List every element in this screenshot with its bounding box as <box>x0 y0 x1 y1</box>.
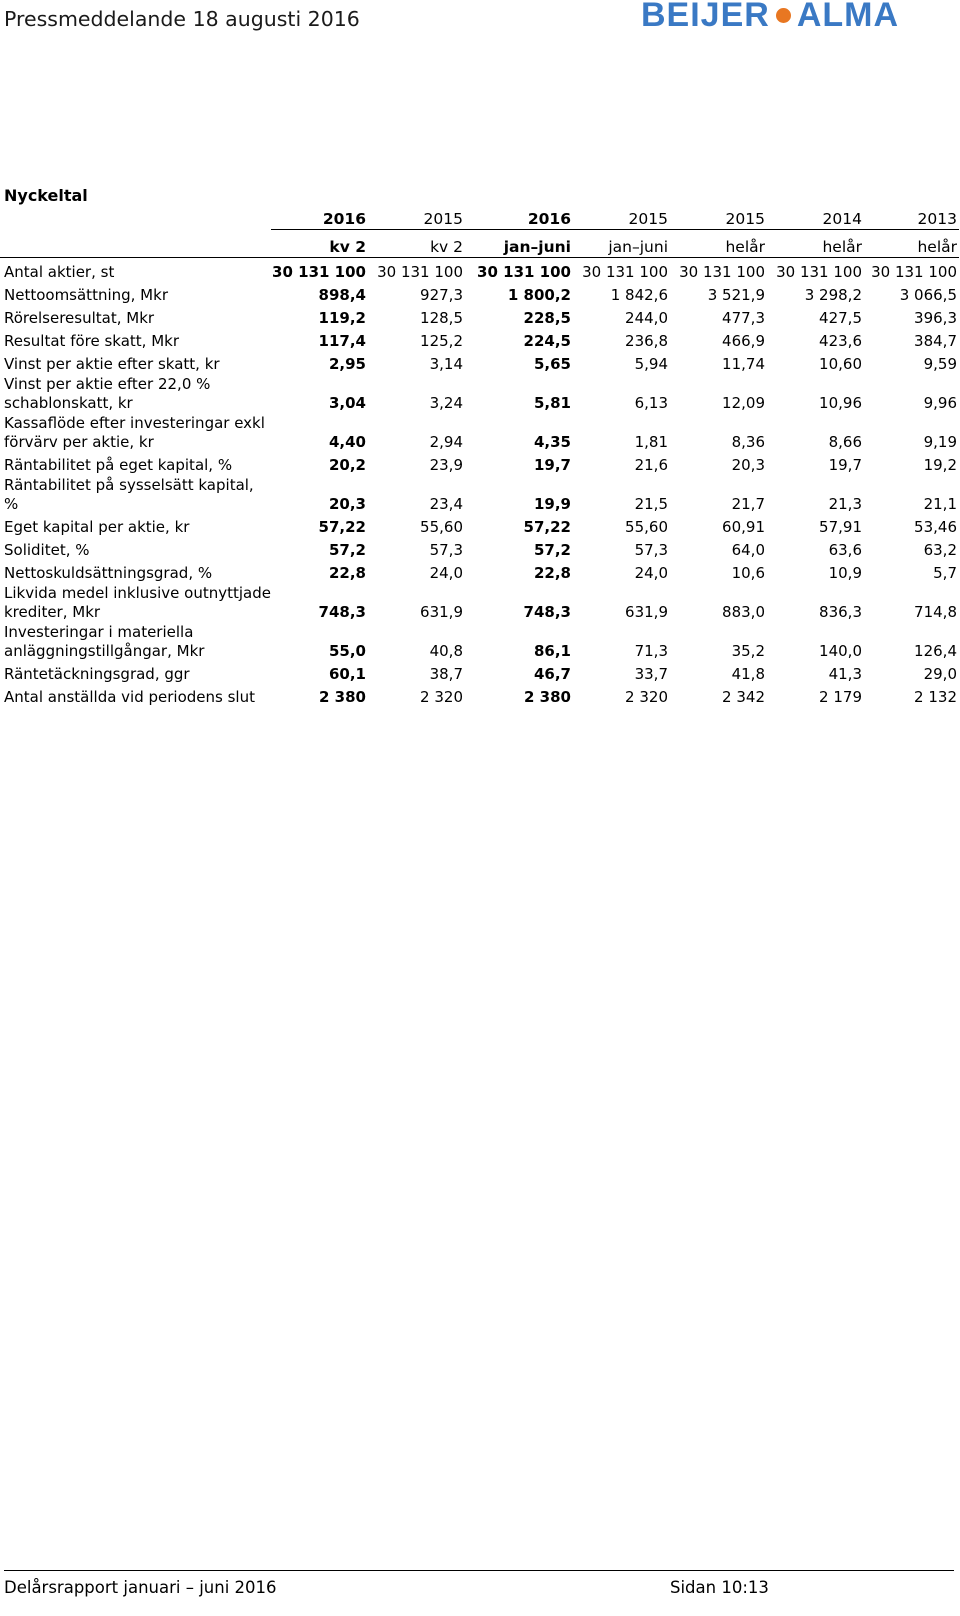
table-cell: 63,2 <box>923 541 957 559</box>
table-cell: 41,3 <box>828 665 862 683</box>
table-cell: 5,7 <box>933 564 957 582</box>
row-label: Nettoskuldsättningsgrad, % <box>4 564 213 582</box>
row-label: Vinst per aktie efter skatt, kr <box>4 355 220 373</box>
table-cell: 3,14 <box>429 355 463 373</box>
row-label: Soliditet, % <box>4 541 90 559</box>
table-row <box>0 475 959 514</box>
page-header-title: Pressmeddelande 18 augusti 2016 <box>4 7 360 31</box>
table-cell: 125,2 <box>420 332 463 350</box>
table-cell: 927,3 <box>420 286 463 304</box>
row-label: Likvida medel inklusive outnyttjade krediter, Mkr <box>4 584 271 621</box>
table-cell: 2 132 <box>914 688 957 706</box>
table-cell: 19,9 <box>533 495 571 513</box>
row-label: Investeringar i materiella anläggningstillgångar, Mkr <box>4 623 205 660</box>
row-label: Eget kapital per aktie, kr <box>4 518 190 536</box>
table-cell: 64,0 <box>731 541 765 559</box>
table-cell: 5,94 <box>634 355 668 373</box>
table-cell: 8,36 <box>731 433 765 451</box>
logo-word-left: BEIJER <box>641 0 770 34</box>
table-cell: 396,3 <box>914 309 957 327</box>
column-period-header: jan–juni <box>465 230 573 258</box>
table-cell: 3,04 <box>328 394 366 412</box>
table-cell: 30 131 100 <box>377 263 463 281</box>
table-cell: 2 380 <box>524 688 571 706</box>
column-period-header: helår <box>864 230 959 258</box>
table-cell: 57,2 <box>533 541 571 559</box>
table-cell: 117,4 <box>318 332 366 350</box>
column-year-header: 2015 <box>368 207 465 230</box>
column-period-header: jan–juni <box>573 230 670 258</box>
table-cell: 2 179 <box>819 688 862 706</box>
row-label: Räntetäckningsgrad, ggr <box>4 665 190 683</box>
table-cell: 228,5 <box>523 309 571 327</box>
table-cell: 46,7 <box>533 665 571 683</box>
column-period-header: helår <box>670 230 767 258</box>
table-cell: 2,94 <box>429 433 463 451</box>
table-body <box>0 258 959 708</box>
table-cell: 748,3 <box>523 603 571 621</box>
table-cell: 30 131 100 <box>679 263 765 281</box>
table-cell: 60,1 <box>328 665 366 683</box>
table-row <box>0 622 959 661</box>
table-cell: 57,2 <box>328 541 366 559</box>
table-cell: 22,8 <box>533 564 571 582</box>
table-cell: 40,8 <box>429 642 463 660</box>
row-label: Räntabilitet på sysselsätt kapital, % <box>4 476 254 513</box>
table-cell: 126,4 <box>914 642 957 660</box>
row-label: Nettoomsättning, Mkr <box>4 286 168 304</box>
table-header-years <box>0 207 959 230</box>
table-row <box>0 560 959 583</box>
table-cell: 631,9 <box>420 603 463 621</box>
table-cell: 20,3 <box>731 456 765 474</box>
row-label: Resultat före skatt, Mkr <box>4 332 180 350</box>
table-row <box>0 282 959 305</box>
table-cell: 748,3 <box>318 603 366 621</box>
table-cell: 57,22 <box>318 518 366 536</box>
table-cell: 2 320 <box>420 688 463 706</box>
header-empty-cell <box>0 207 271 230</box>
table-cell: 119,2 <box>318 309 366 327</box>
column-year-header: 2016 <box>271 207 368 230</box>
table-row <box>0 452 959 475</box>
table-cell: 3 521,9 <box>707 286 765 304</box>
table-cell: 2,95 <box>328 355 366 373</box>
table-cell: 30 131 100 <box>582 263 668 281</box>
table-cell: 5,65 <box>533 355 571 373</box>
table-row <box>0 351 959 374</box>
table-cell: 33,7 <box>634 665 668 683</box>
table-cell: 423,6 <box>819 332 862 350</box>
table-cell: 55,60 <box>625 518 668 536</box>
table-cell: 63,6 <box>828 541 862 559</box>
table-cell: 55,60 <box>420 518 463 536</box>
table-row <box>0 583 959 622</box>
table-cell: 60,91 <box>722 518 765 536</box>
table-cell: 20,3 <box>328 495 366 513</box>
header-empty-cell <box>0 230 271 258</box>
table-cell: 38,7 <box>429 665 463 683</box>
table-cell: 140,0 <box>819 642 862 660</box>
table-cell: 22,8 <box>328 564 366 582</box>
column-year-header: 2016 <box>465 207 573 230</box>
table-cell: 30 131 100 <box>272 263 366 281</box>
row-label: Antal aktier, st <box>4 263 115 281</box>
table-cell: 9,19 <box>923 433 957 451</box>
table-row <box>0 514 959 537</box>
table-cell: 30 131 100 <box>776 263 862 281</box>
table-cell: 128,5 <box>420 309 463 327</box>
row-label: Vinst per aktie efter 22,0 % schablonskatt, kr <box>4 375 211 412</box>
table-row <box>0 328 959 351</box>
table-row <box>0 661 959 684</box>
table-cell: 57,22 <box>523 518 571 536</box>
table-cell: 19,7 <box>533 456 571 474</box>
table-cell: 24,0 <box>634 564 668 582</box>
table-cell: 19,2 <box>923 456 957 474</box>
table-cell: 4,35 <box>533 433 571 451</box>
table-cell: 836,3 <box>819 603 862 621</box>
table-cell: 384,7 <box>914 332 957 350</box>
table-cell: 5,81 <box>533 394 571 412</box>
table-cell: 21,6 <box>634 456 668 474</box>
table-cell: 71,3 <box>634 642 668 660</box>
table-cell: 21,5 <box>634 495 668 513</box>
table-cell: 2 342 <box>722 688 765 706</box>
column-year-header: 2014 <box>767 207 864 230</box>
table-cell: 8,66 <box>828 433 862 451</box>
table-cell: 477,3 <box>722 309 765 327</box>
table-cell: 29,0 <box>923 665 957 683</box>
key-figures-table <box>0 207 959 707</box>
table-cell: 53,46 <box>914 518 957 536</box>
table-cell: 10,9 <box>828 564 862 582</box>
row-label: Kassaflöde efter investeringar exkl förvärv per aktie, kr <box>4 414 265 451</box>
column-period-header: kv 2 <box>368 230 465 258</box>
table-cell: 10,96 <box>819 394 862 412</box>
table-cell: 57,91 <box>819 518 862 536</box>
table-cell: 55,0 <box>328 642 366 660</box>
key-figures-table-container <box>0 207 960 707</box>
table-cell: 883,0 <box>722 603 765 621</box>
table-cell: 21,1 <box>923 495 957 513</box>
table-row <box>0 258 959 283</box>
table-cell: 2 380 <box>319 688 366 706</box>
table-cell: 41,8 <box>731 665 765 683</box>
table-cell: 244,0 <box>625 309 668 327</box>
table-cell: 86,1 <box>533 642 571 660</box>
section-title: Nyckeltal <box>4 186 88 205</box>
table-cell: 6,13 <box>634 394 668 412</box>
table-cell: 9,59 <box>923 355 957 373</box>
row-label: Rörelseresultat, Mkr <box>4 309 155 327</box>
table-cell: 57,3 <box>634 541 668 559</box>
table-cell: 12,09 <box>722 394 765 412</box>
table-header-periods <box>0 230 959 258</box>
table-cell: 35,2 <box>731 642 765 660</box>
logo-word-right: ALMA <box>796 0 900 34</box>
table-cell: 1 800,2 <box>507 286 571 304</box>
column-period-header: helår <box>767 230 864 258</box>
table-cell: 10,60 <box>819 355 862 373</box>
table-cell: 4,40 <box>328 433 366 451</box>
table-cell: 2 320 <box>625 688 668 706</box>
footer-divider <box>4 1570 954 1571</box>
table-row <box>0 684 959 707</box>
table-cell: 3 066,5 <box>899 286 957 304</box>
table-cell: 898,4 <box>318 286 366 304</box>
row-label: Antal anställda vid periodens slut <box>4 688 255 706</box>
table-cell: 3 298,2 <box>804 286 862 304</box>
table-cell: 30 131 100 <box>477 263 571 281</box>
table-cell: 224,5 <box>523 332 571 350</box>
table-cell: 466,9 <box>722 332 765 350</box>
table-cell: 57,3 <box>429 541 463 559</box>
table-cell: 23,9 <box>429 456 463 474</box>
table-cell: 1 842,6 <box>610 286 668 304</box>
table-row <box>0 413 959 452</box>
table-cell: 1,81 <box>634 433 668 451</box>
column-year-header: 2015 <box>573 207 670 230</box>
table-row <box>0 537 959 560</box>
table-cell: 30 131 100 <box>871 263 957 281</box>
table-row <box>0 374 959 413</box>
table-cell: 427,5 <box>819 309 862 327</box>
logo-dot-icon <box>776 8 791 23</box>
table-cell: 21,3 <box>828 495 862 513</box>
footer-report-title: Delårsrapport januari – juni 2016 <box>4 1578 277 1597</box>
table-cell: 9,96 <box>923 394 957 412</box>
table-row <box>0 305 959 328</box>
table-cell: 3,24 <box>429 394 463 412</box>
column-year-header: 2013 <box>864 207 959 230</box>
column-year-header: 2015 <box>670 207 767 230</box>
company-logo <box>641 0 900 34</box>
table-cell: 24,0 <box>429 564 463 582</box>
row-label: Räntabilitet på eget kapital, % <box>4 456 233 474</box>
table-cell: 19,7 <box>828 456 862 474</box>
table-cell: 236,8 <box>625 332 668 350</box>
table-cell: 23,4 <box>429 495 463 513</box>
table-cell: 714,8 <box>914 603 957 621</box>
column-period-header: kv 2 <box>271 230 368 258</box>
footer-page-number: Sidan 10:13 <box>670 1578 769 1597</box>
table-cell: 21,7 <box>731 495 765 513</box>
table-cell: 631,9 <box>625 603 668 621</box>
table-cell: 10,6 <box>731 564 765 582</box>
table-cell: 20,2 <box>328 456 366 474</box>
table-cell: 11,74 <box>722 355 765 373</box>
